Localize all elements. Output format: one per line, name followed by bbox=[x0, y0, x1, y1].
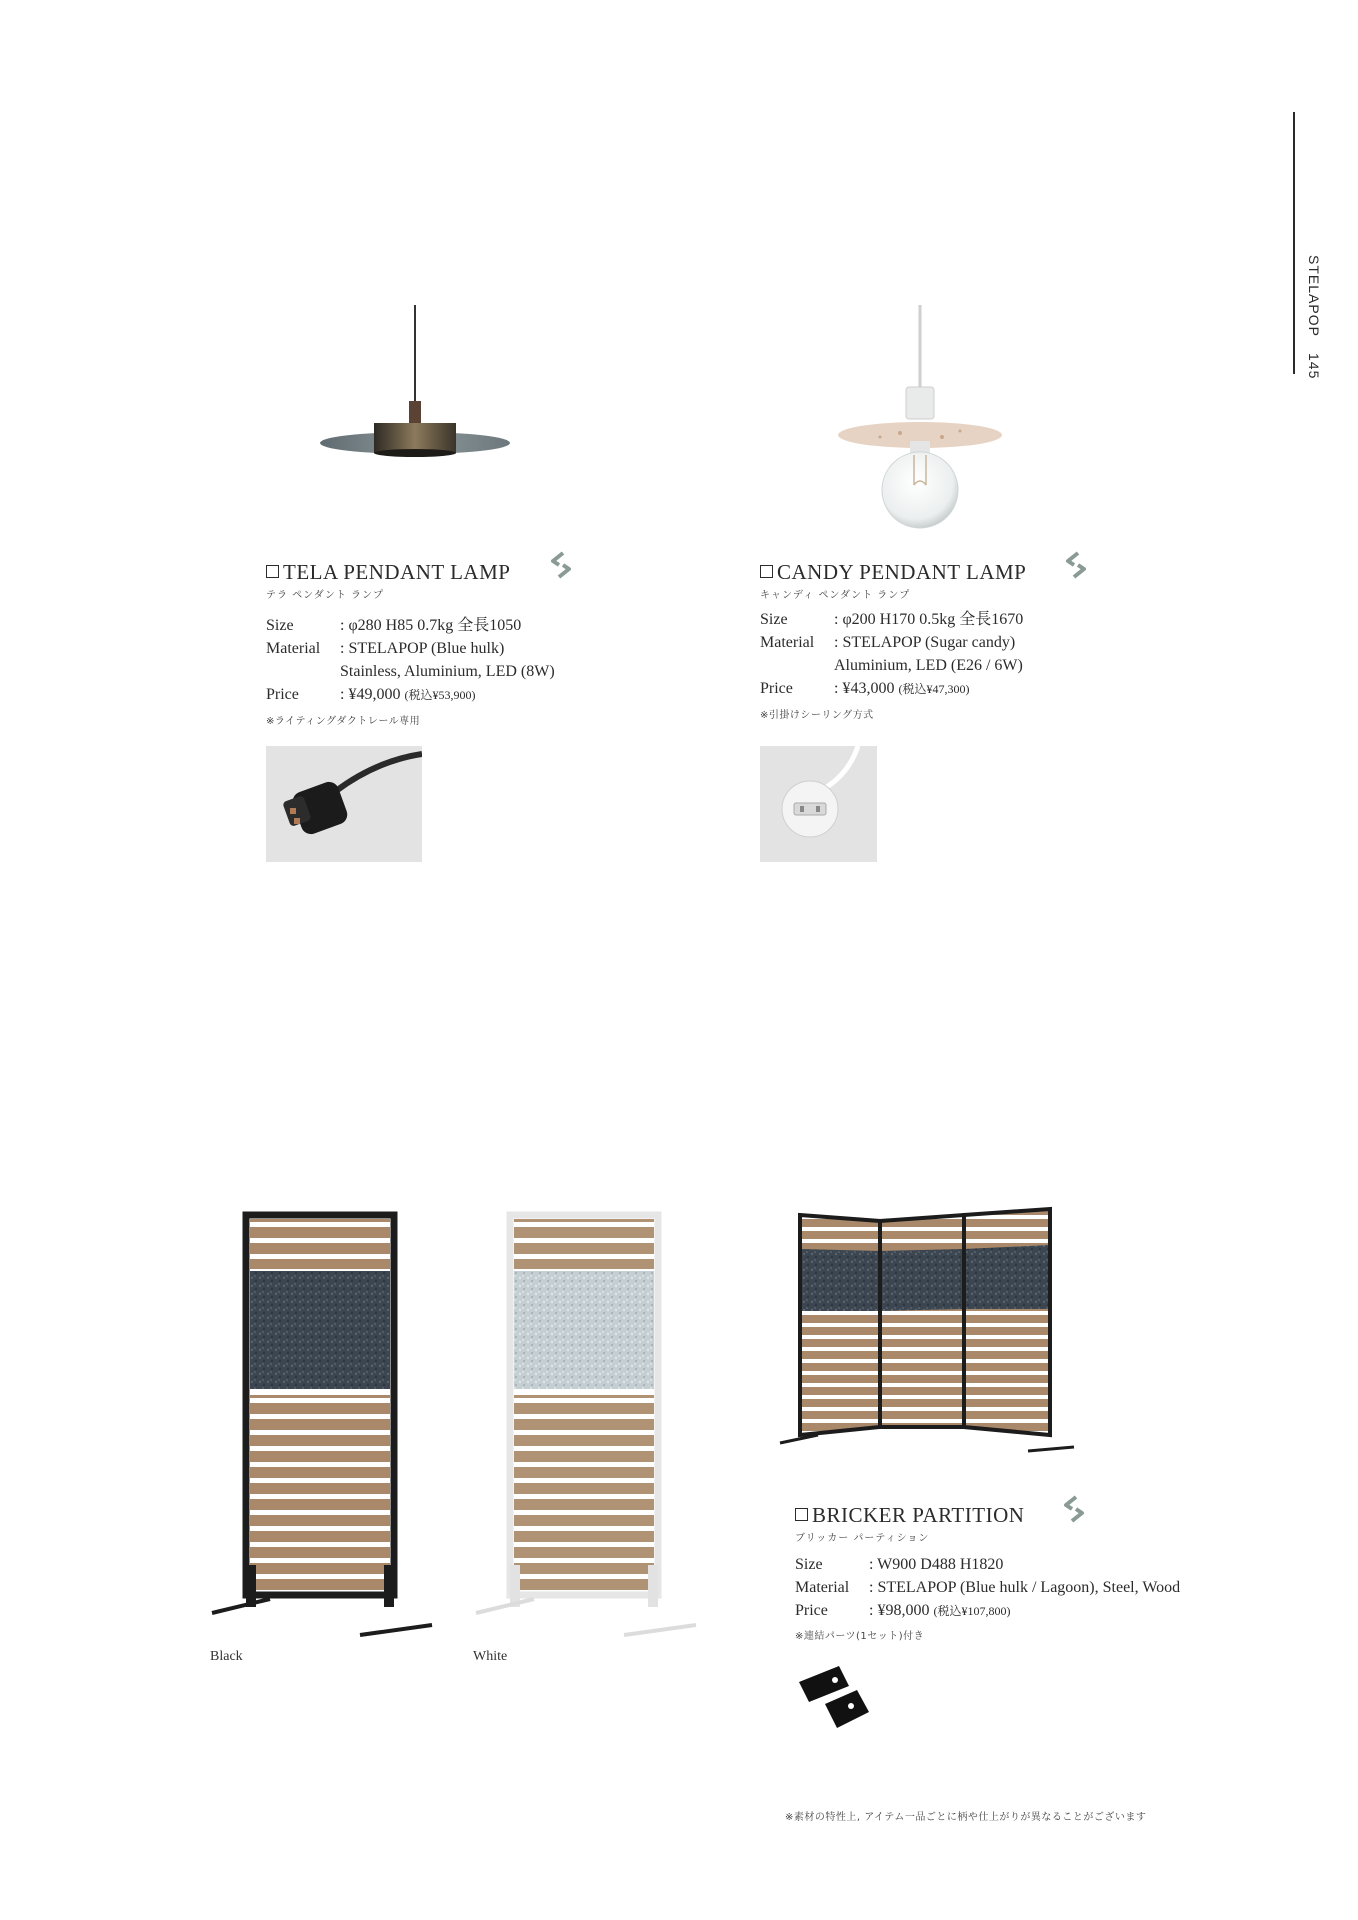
tela-specs bbox=[266, 614, 555, 707]
bricker-product-name: BRICKER PARTITION bbox=[795, 1503, 1024, 1528]
material-label: Material bbox=[760, 634, 815, 651]
tela-kana-name: テラ ペンダント ランプ bbox=[266, 590, 385, 601]
material-value: : STELAPOP (Sugar candy) bbox=[834, 634, 1016, 651]
page-number: 145 bbox=[1306, 353, 1322, 380]
candy-product-name: CANDY PENDANT LAMP bbox=[760, 560, 1026, 585]
candy-specs bbox=[760, 608, 1023, 701]
size-value: : φ200 H170 0.5kg 全長1670 bbox=[834, 611, 1024, 628]
price-tax: (税込¥53,900) bbox=[404, 688, 476, 702]
footer-note: ※素材の特性上, アイテム一品ごとに柄や仕上がりが異なることがございます bbox=[785, 1812, 1147, 1823]
price-label: Price bbox=[795, 1602, 828, 1619]
size-value: : W900 D488 H1820 bbox=[869, 1556, 1004, 1573]
candy-connector-image bbox=[760, 746, 877, 862]
bricker-white-image bbox=[470, 1195, 700, 1640]
recycle-icon bbox=[545, 549, 577, 581]
material-value: : STELAPOP (Blue hulk) bbox=[340, 640, 505, 657]
price-label: Price bbox=[266, 686, 299, 703]
tela-connector-image bbox=[266, 746, 422, 862]
bricker-kana-name: ブリッカー パーティション bbox=[795, 1533, 930, 1544]
size-label: Size bbox=[760, 611, 788, 628]
caption-white: White bbox=[473, 1649, 508, 1664]
material-value-2: Aluminium, LED (E26 / 6W) bbox=[834, 657, 1023, 674]
price-value: : ¥43,000 bbox=[834, 680, 895, 697]
material-value-2: Stainless, Aluminium, LED (8W) bbox=[340, 663, 555, 680]
size-value: : φ280 H85 0.7kg 全長1050 bbox=[340, 617, 522, 634]
side-tab-rule bbox=[1293, 112, 1295, 374]
price-value: : ¥98,000 bbox=[869, 1602, 930, 1619]
recycle-icon bbox=[1058, 1493, 1090, 1525]
bricker-black-image bbox=[210, 1195, 440, 1640]
price-tax: (税込¥47,300) bbox=[898, 682, 970, 696]
candy-kana-name: キャンディ ペンダント ランプ bbox=[760, 590, 911, 601]
tela-note: ※ライティングダクトレール専用 bbox=[266, 716, 421, 727]
price-value: : ¥49,000 bbox=[340, 686, 401, 703]
tela-product-name: TELA PENDANT LAMP bbox=[266, 560, 510, 585]
candy-lamp-image bbox=[830, 305, 1010, 535]
side-tab-brand: STELAPOP bbox=[1306, 255, 1322, 337]
material-label: Material bbox=[266, 640, 321, 657]
bricker-connector-parts-image bbox=[795, 1660, 875, 1732]
material-value: : STELAPOP (Blue hulk / Lagoon), Steel, Wood bbox=[869, 1579, 1181, 1596]
recycle-icon bbox=[1060, 549, 1092, 581]
size-label: Size bbox=[795, 1556, 823, 1573]
material-label: Material bbox=[795, 1579, 850, 1596]
size-label: Size bbox=[266, 617, 294, 634]
candy-note: ※引掛けシーリング方式 bbox=[760, 710, 874, 721]
price-label: Price bbox=[760, 680, 793, 697]
bricker-note: ※連結パーツ(1セット)付き bbox=[795, 1631, 925, 1642]
bricker-set-image bbox=[778, 1195, 1078, 1465]
price-tax: (税込¥107,800) bbox=[933, 1604, 1011, 1618]
bricker-specs bbox=[795, 1553, 1180, 1623]
tela-lamp-image bbox=[310, 305, 520, 475]
caption-black: Black bbox=[210, 1649, 243, 1664]
